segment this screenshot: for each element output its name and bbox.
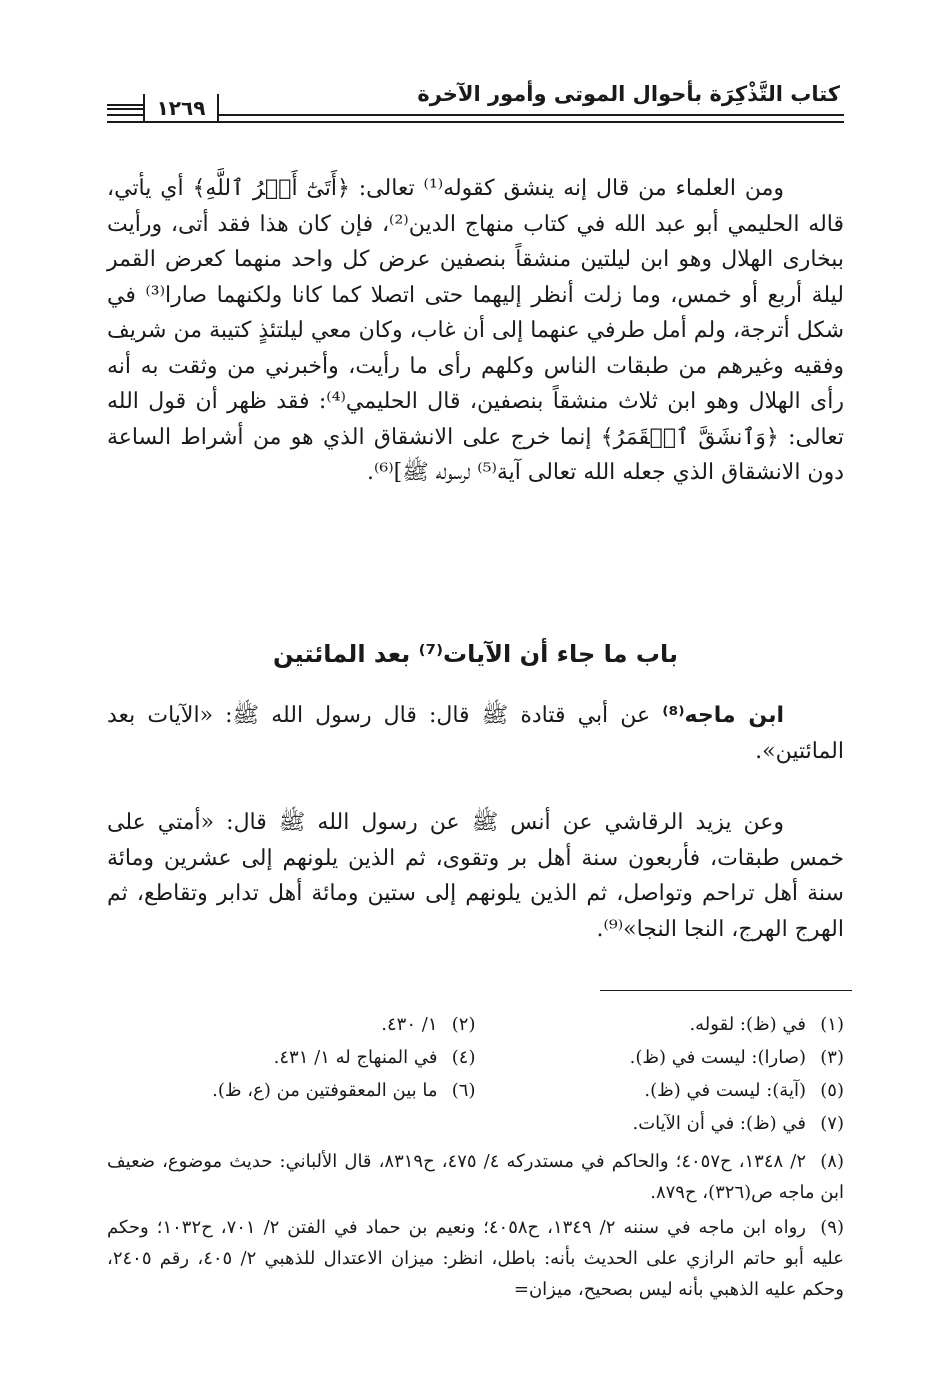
footnotes <box>107 1008 844 1140</box>
paragraph-text: عن أبي قتادة ﷺ قال: قال رسول الله ﷺ: «الآيات بعد المائتين». <box>107 703 844 764</box>
footnote-number: (٣) <box>820 1047 844 1068</box>
footnote-text: (صارا): ليست في (ظ). <box>629 1047 806 1068</box>
chapter-heading: باب ما جاء أن الآيات⁽⁷⁾ بعد المائتين <box>273 640 678 668</box>
footnote <box>107 1212 844 1305</box>
footnote <box>476 1041 845 1074</box>
footnote <box>107 1074 476 1107</box>
source-name: ابن ماجه⁽⁸⁾ <box>662 703 784 728</box>
footnote-text: (آية): ليست في (ظ). <box>644 1080 806 1101</box>
footnote-number: (١) <box>820 1014 844 1035</box>
running-header-title: كتاب التَّذْكِرَة بأحوال الموتى وأمور الآخرة <box>417 82 840 106</box>
footnote-number: (٨) <box>820 1151 844 1172</box>
footnote-text: في (ظ): في أن الآيات. <box>632 1113 806 1134</box>
footnote <box>107 1107 844 1140</box>
paragraph-text: وعن يزيد الرقاشي عن أنس ﷺ عن رسول الله ﷺ قال: «أمتي على خمس طبقات، فأربعون سنة أهل بر وتقوى، ثم الذين يلونهم إلى عشرين ومائة سنة أهل تراحم وتواصل، ثم الذين يلونهم إلى ستين ومائة أهل تدابر وتقاطع، ثم الهرج الهرج، النجا النجا»⁽⁹⁾. <box>107 810 844 942</box>
footnote <box>107 1008 476 1041</box>
footnote-number: (٤) <box>451 1047 476 1068</box>
footnote-number: (٧) <box>820 1113 844 1134</box>
paragraph-text: ومن العلماء من قال إنه ينشق كقوله⁽¹⁾ تعالى: ﴿أَتَىٰٓ أَمۡرُ ٱللَّهِ﴾ أي يأتي، قاله الحليمي أبو عبد الله في كتاب منهاج الدين⁽²⁾، فإن كان هذا فقد أتى، ورأيت ببخارى الهلال وهو ابن ليلتين منشقاً بنصفين عرض كل واحد منهما كعرض القمر ليلة أربع أو خمس، وما زلت أنظر إليهما حتى اتصلا كما كانا ولكنهما صارا⁽³⁾ في شكل أترجة، ولم أمل طرفي عنهما إلى أن غاب، وكان معي ليلتئذٍ كتيبة من شريف وفقيه وغيرهم من طبقات الناس وكلهم رأى ما رأيت، وأخبرني من وثقت به أنه رأى الهلال وهو ابن ثلاث منشقاً بنصفين، قال الحليمي⁽⁴⁾: فقد ظهر أن قول الله تعالى: ﴿وَٱنشَقَّ ٱلۡقَمَرُ﴾ إنما خرج على الانشقاق الذي هو من أشراط الساعة دون الانشقاق الذي جعله الله تعالى آية⁽⁵⁾ لرسوله ﷺ]⁽⁶⁾. <box>107 176 845 485</box>
footnote-number: (٦) <box>451 1080 476 1101</box>
footnote-text: رواه ابن ماجه في سننه ٢/ ١٣٤٩، ح٤٠٥٨؛ ونعيم بن حماد في الفتن ٢/ ٧٠١، ح١٠٣٢؛ وحكم عليه أبو حاتم الرازي على الحديث بأنه: باطل، انظر: ميزان الاعتدال للذهبي ٢/ ٤٠٥، رقم ٢٤٠٥، وحكم عليه الذهبي بأنه ليس بصحيح، ميزان= <box>107 1217 844 1300</box>
footnote-text: في (ظ): لقوله. <box>689 1014 806 1035</box>
header-rule <box>107 121 844 123</box>
footnote-separator <box>600 990 852 991</box>
header-rule <box>107 104 143 106</box>
footnote-text: ما بين المعقوفتين من (ع، ظ). <box>212 1080 438 1101</box>
footnote-text: ٢/ ١٣٤٨، ح٤٠٥٧؛ والحاكم في مستدركه ٤/ ٤٧٥، ح٨٣١٩، قال الألباني: حديث موضوع، ضعيف ابن ماجه ص(٣٢٦)، ح٨٧٩. <box>107 1151 844 1203</box>
footnote <box>107 1146 844 1208</box>
footnote-number: (٥) <box>820 1080 844 1101</box>
footnote <box>476 1074 845 1107</box>
body-paragraph <box>107 805 844 947</box>
footnote <box>107 1041 476 1074</box>
header-rule <box>107 108 143 110</box>
footnote-text: في المنهاج له ١/ ٤٣١. <box>273 1047 438 1068</box>
footnote-number: (٢) <box>451 1014 476 1035</box>
body-paragraph <box>107 171 844 491</box>
footnote <box>476 1008 845 1041</box>
page-number: ١٢٦٩ <box>143 94 219 121</box>
body-paragraph <box>107 698 844 769</box>
footnote-text: ١/ ٤٣٠. <box>381 1014 438 1035</box>
footnote-number: (٩) <box>820 1217 844 1238</box>
